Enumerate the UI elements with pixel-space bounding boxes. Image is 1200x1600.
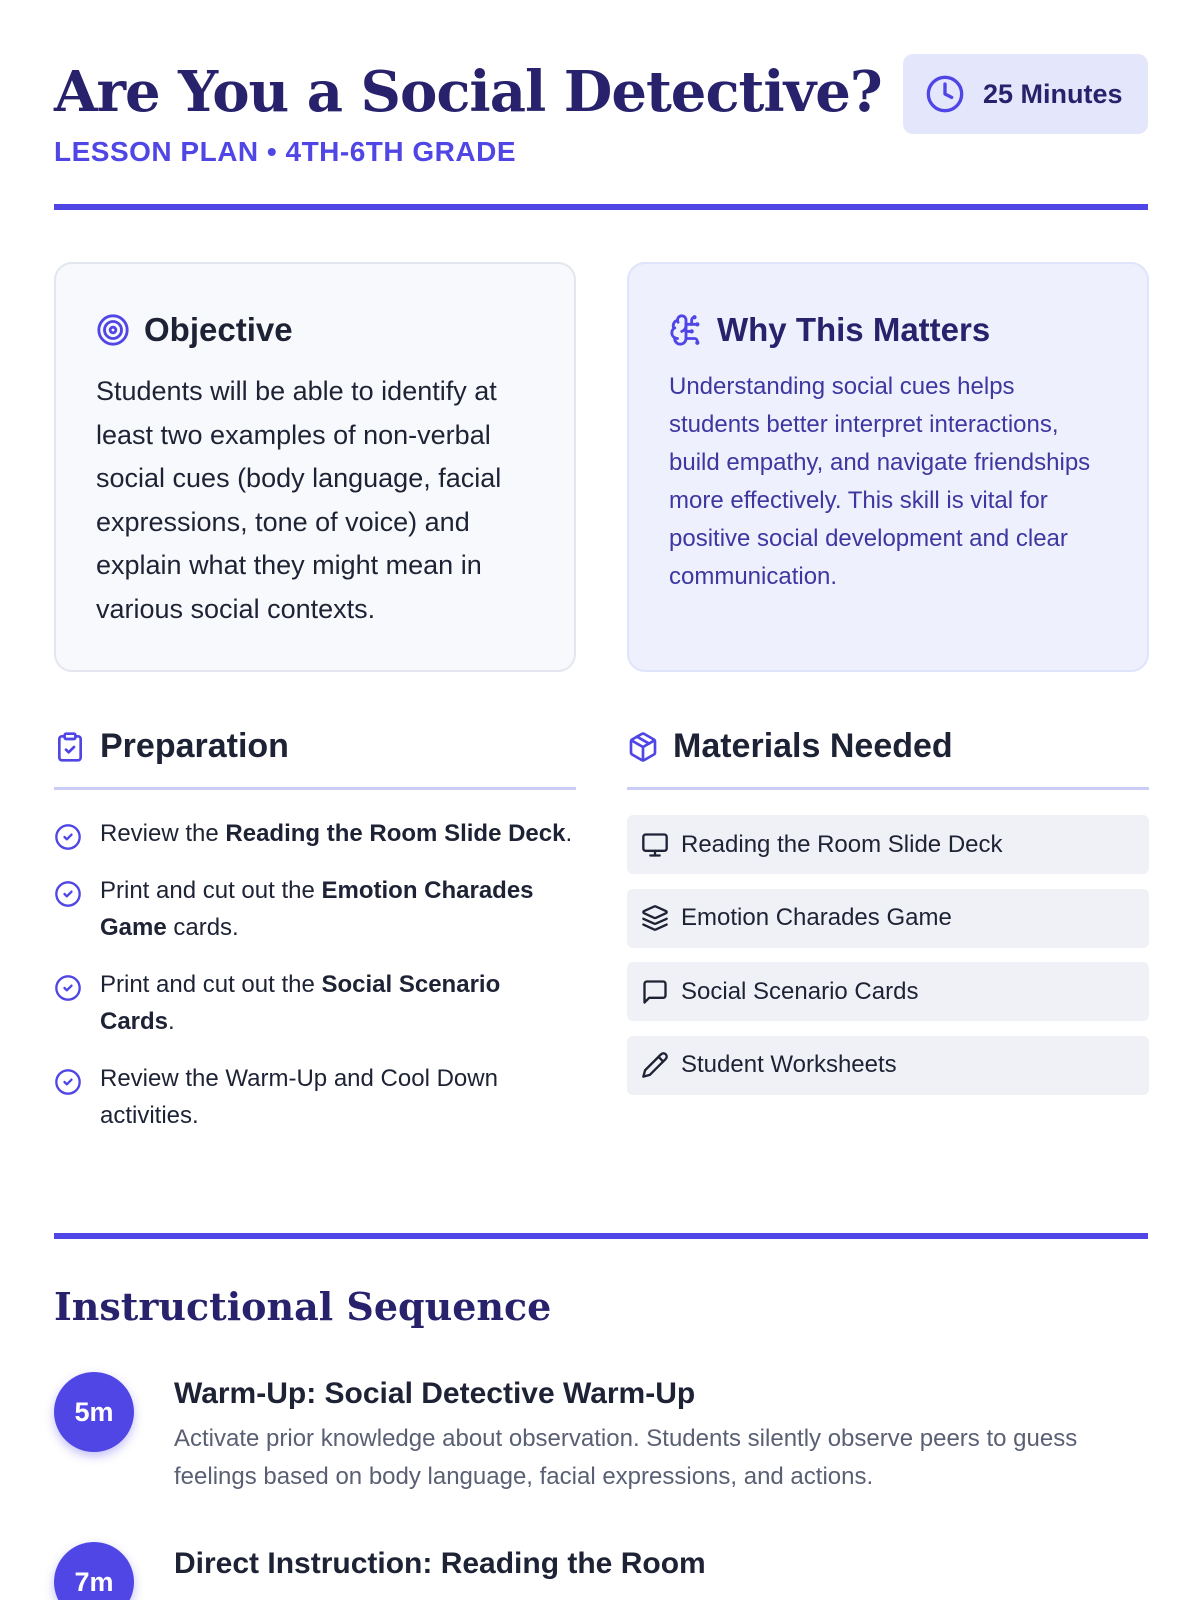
message-square-icon <box>641 978 669 1006</box>
materials-header <box>627 722 1149 790</box>
step-time-badge: 7m <box>54 1542 134 1600</box>
list-item-text: Review the Warm-Up and Cool Down activities. <box>100 1065 498 1129</box>
list-item <box>54 966 576 1040</box>
step-title: Direct Instruction: Reading the Room <box>174 1547 706 1580</box>
list-item-text: Review the Reading the Room Slide Deck. <box>100 820 573 847</box>
why-card <box>627 262 1149 672</box>
section-divider <box>54 1233 1148 1239</box>
list-item-text: Print and cut out the Emotion Charades Game cards. <box>100 877 534 941</box>
list-item <box>54 815 576 852</box>
preparation-heading: Preparation <box>100 727 289 765</box>
objective-heading: Objective <box>144 311 293 348</box>
duration-label: 25 Minutes <box>983 78 1123 109</box>
material-label: Emotion Charades Game <box>681 904 952 931</box>
list-item-text: Print and cut out the Social Scenario Cards. <box>100 971 501 1035</box>
check-circle-icon <box>54 974 82 1002</box>
material-item <box>627 962 1149 1021</box>
material-item <box>627 1036 1149 1095</box>
why-text: Understanding social cues helps students better interpret interactions, build empathy, and navigate friendships more effectively. This skill is vital for positive social development and clear communication. <box>669 373 1091 590</box>
list-item <box>54 1060 576 1134</box>
material-label: Social Scenario Cards <box>681 977 919 1005</box>
material-label: Reading the Room Slide Deck <box>681 830 1003 858</box>
pencil-icon <box>641 1051 669 1079</box>
check-circle-icon <box>54 1068 82 1096</box>
preparation-header <box>54 722 576 790</box>
why-heading: Why This Matters <box>717 311 991 348</box>
package-icon <box>627 731 659 763</box>
step-title: Warm-Up: Social Detective Warm-Up <box>174 1377 696 1410</box>
objective-text: Students will be able to identify at least two examples of non-verbal social cues (body language, facial expressions, tone of voice) and explain what they might mean in various social contexts. <box>96 376 502 624</box>
check-circle-icon <box>54 880 82 908</box>
clock-icon <box>925 74 965 114</box>
clipboard-check-icon <box>54 731 86 763</box>
duration-badge <box>903 54 1148 134</box>
check-circle-icon <box>54 823 82 851</box>
materials-list <box>627 815 1149 1109</box>
brain-icon <box>669 313 703 347</box>
page-title: Are You a Social Detective? <box>54 59 882 125</box>
layers-icon <box>641 904 669 932</box>
objective-card <box>54 262 576 672</box>
step-description: Activate prior knowledge about observation. Students silently observe peers to guess feelings based on body language, facial expressions, and actions. <box>174 1425 1078 1490</box>
material-item <box>627 815 1149 874</box>
lesson-header <box>54 52 1148 210</box>
sequence-heading: Instructional Sequence <box>54 1284 552 1329</box>
step-time-badge: 5m <box>54 1372 134 1452</box>
preparation-list <box>54 815 576 1154</box>
material-label: Student Worksheets <box>681 1051 897 1078</box>
materials-heading: Materials Needed <box>673 727 953 765</box>
material-item <box>627 889 1149 948</box>
list-item <box>54 872 576 946</box>
page-subtitle: LESSON PLAN • 4TH-6TH GRADE <box>54 136 517 167</box>
target-icon <box>96 313 130 347</box>
monitor-icon <box>641 831 669 859</box>
